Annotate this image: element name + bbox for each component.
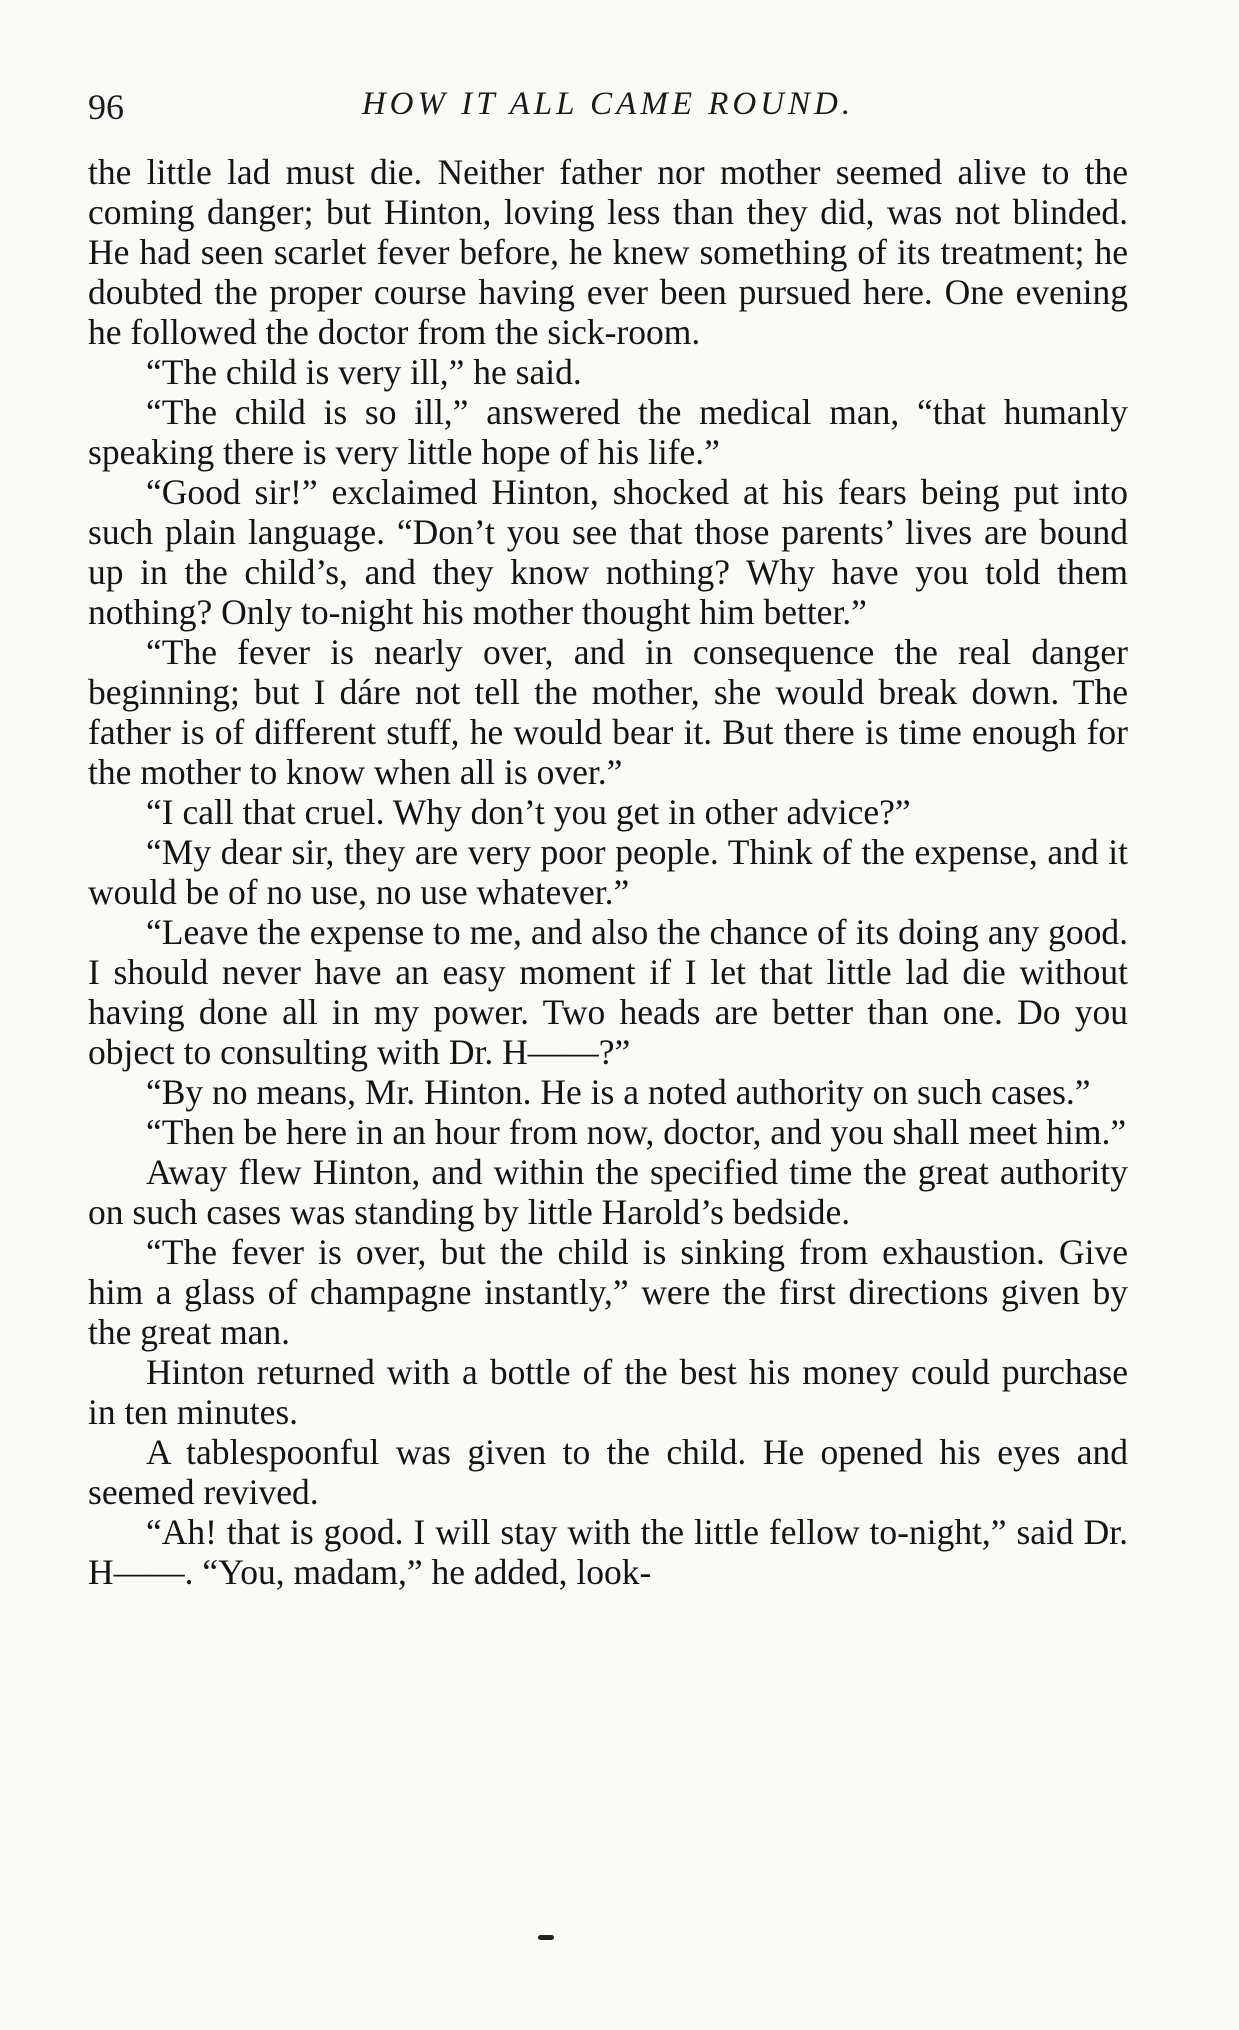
paragraph: “By no means, Mr. Hinton. He is a noted authority on such cases.”	[146, 1072, 1091, 1112]
paragraph: “The child is so ill,” answered the medical man, “that humanly speaking there is very little hope of his life.”	[88, 392, 1128, 472]
page-number: 96	[88, 87, 124, 127]
paragraph: “My dear sir, they are very poor people. Think of the expense, and it would be of no use, no use whatever.”	[88, 832, 1128, 912]
paragraph: “Good sir!” exclaimed Hinton, shocked at his fears being put into such plain language. “Don’t you see that those parents’ lives are bound up in the child’s, and they know nothing? Why have you told them nothing? Only to-night his mother thought him better.”	[88, 472, 1128, 632]
paragraph: the little lad must die. Neither father nor mother seemed alive to the coming danger; but Hinton, loving less than they did, was not blinded. He had seen scarlet fever before, he knew something of its treatment; he doubted the proper course having ever been pursued here. One evening he followed the doctor from the sick-room.	[88, 152, 1128, 352]
paragraph: “The child is very ill,” he said.	[146, 352, 582, 392]
paragraph: “Leave the expense to me, and also the chance of its doing any good. I should never have an easy moment if I let that little lad die without having done all in my power. Two heads are better than one. Do you object to consulting with Dr. H——?”	[88, 912, 1128, 1072]
running-title: HOW IT ALL CAME ROUND.	[361, 86, 855, 122]
paragraph: “The fever is over, but the child is sinking from exhaustion. Give him a glass of champagne instantly,” were the first directions given by the great man.	[88, 1232, 1128, 1352]
printer-mark	[538, 1935, 554, 1940]
body-text	[88, 152, 1128, 1592]
paragraph: “Ah! that is good. I will stay with the little fellow to-night,” said Dr. H——. “You, madam,” he added, look-	[88, 1512, 1128, 1592]
paragraph: Hinton returned with a bottle of the best his money could purchase in ten minutes.	[88, 1352, 1128, 1432]
paragraph: Away flew Hinton, and within the specified time the great authority on such cases was standing by little Harold’s bedside.	[88, 1152, 1128, 1232]
page-header	[88, 86, 1128, 136]
paragraph: “The fever is nearly over, and in consequence the real danger beginning; but I dáre not tell the mother, she would break down. The father is of different stuff, he would bear it. But there is time enough for the mother to know when all is over.”	[88, 632, 1128, 792]
paragraph: “I call that cruel. Why don’t you get in other advice?”	[146, 792, 911, 832]
paragraph: “Then be here in an hour from now, doctor, and you shall meet him.”	[146, 1112, 1127, 1152]
paragraph: A tablespoonful was given to the child. He opened his eyes and seemed revived.	[88, 1432, 1128, 1512]
